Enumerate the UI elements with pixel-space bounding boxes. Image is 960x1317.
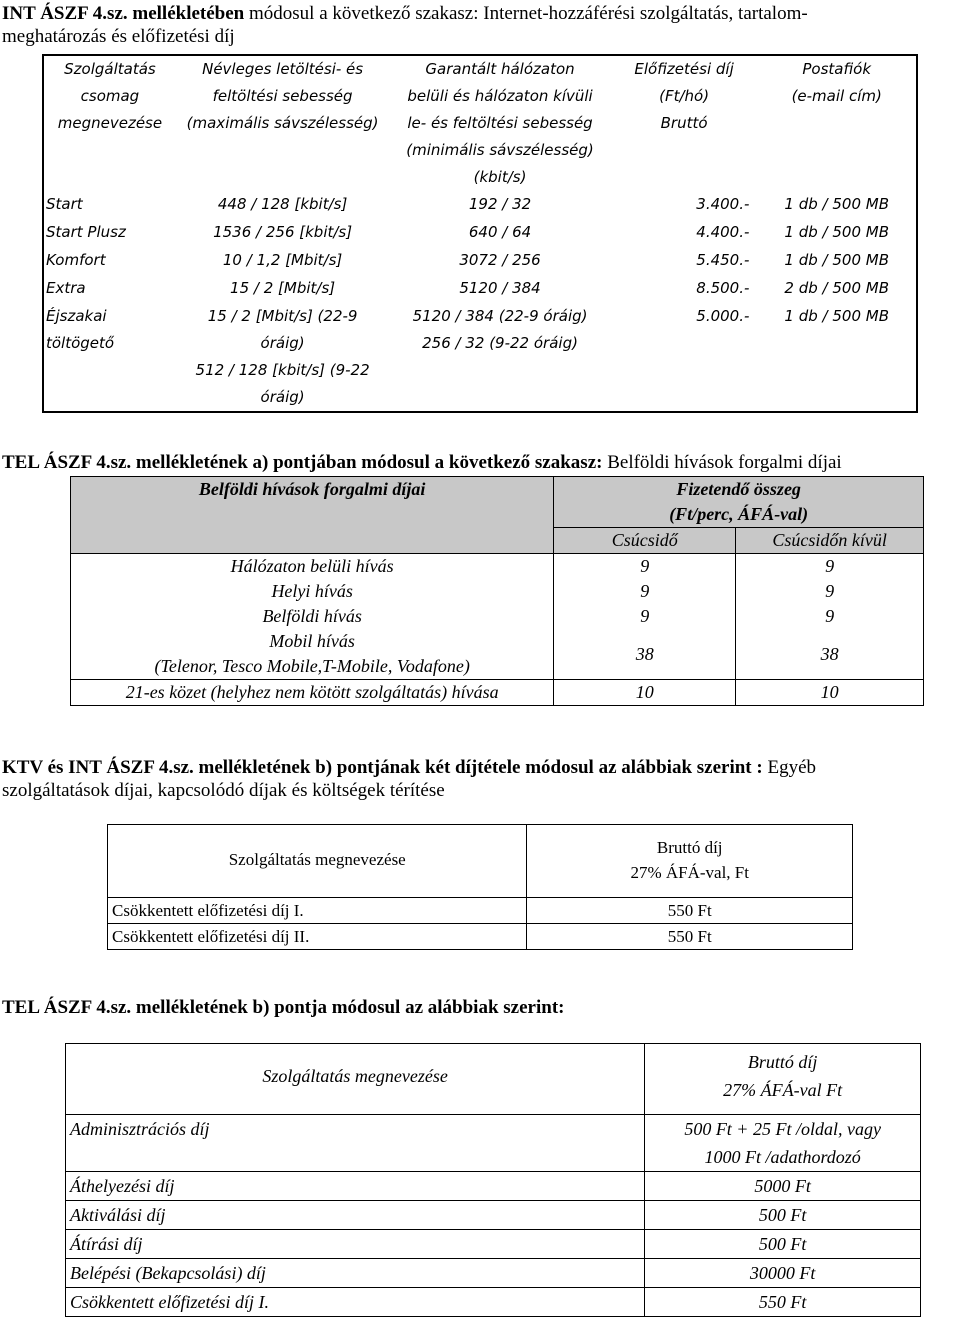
table-row: Átírási díj 500 Ft (66, 1230, 921, 1259)
header-peak: Csúcsidő (554, 528, 736, 554)
section3-heading-rest: Egyéb (762, 757, 817, 778)
internet-table-header (43, 55, 917, 191)
table-row: Aktiválási díj 500 Ft (66, 1201, 921, 1230)
header-guaranteed-speed: Garantált hálózaton belüli és hálózaton kívüli le- és feltöltési sebesség (minimális sávszélesség) (kbit/s) (406, 60, 594, 186)
table-row: Áthelyezési díj 5000 Ft (66, 1172, 921, 1201)
table-row: Csökkentett előfizetési díj I. 550 Ft (108, 898, 853, 924)
section1-heading (0, 2, 960, 48)
section2-heading-bold: TEL ÁSZF 4.sz. mellékletének a) pontjában módosul a következő szakasz: (2, 452, 603, 473)
section2-heading (0, 451, 960, 474)
section1-heading-line2: meghatározás és előfizetési díj (2, 26, 235, 47)
header-gross-fee: Bruttó díj 27% ÁFÁ-val, Ft (527, 825, 853, 898)
table-row: Csökkentett előfizetési díj II. 550 Ft (108, 924, 853, 950)
section3-heading (0, 756, 960, 802)
table-row: 21-es közet (helyhez nem kötött szolgáltatás) hívása 10 10 (71, 680, 924, 706)
table-row: Belépési (Bekapcsolási) díj 30000 Ft (66, 1259, 921, 1288)
header-package-name: Szolgáltatás csomag megnevezése (57, 60, 163, 132)
table-row: Mobil hívás (Telenor, Tesco Mobile,T-Mobile, Vodafone) 38 38 (71, 629, 924, 680)
section3-heading-bold: KTV és INT ÁSZF 4.sz. mellékletének b) pontjának két díjtétele módosul az alábbiak szerint : (2, 757, 763, 778)
header-nominal-speed: Névleges letöltési- és feltöltési sebesség (maximális sávszélesség) (186, 60, 379, 132)
header-gross-fee: Bruttó díj 27% ÁFÁ-val Ft (645, 1044, 921, 1115)
header-domestic-calls: Belföldi hívások forgalmi díjai (71, 477, 554, 554)
table-row-night: Éjszakai töltögető 15 / 2 [Mbit/s] (22-9 óráig) 512 / 128 [kbit/s] (9-22 óráig) 5120 / 384 (22-9 óráig) 256 / 32 (9-22 óráig) 5.000.- 1 db / 500 MB (46, 307, 889, 406)
tel-fees-header (66, 1044, 921, 1115)
header-mailbox: Postafiók (e-mail cím) (791, 60, 882, 105)
section1-heading-rest: módosul a következő szakasz: Internet-hozzáférési szolgáltatás, tartalom- (244, 3, 808, 24)
section2-heading-rest: Belföldi hívások forgalmi díjai (602, 452, 842, 473)
table-row: Komfort 10 / 1,2 [Mbit/s] 3072 / 256 5.450.- 1 db / 500 MB (46, 251, 889, 269)
header-amount: Fizetendő összeg (Ft/perc, ÁFÁ-val) (554, 477, 924, 528)
other-fees-header (108, 825, 853, 898)
tel-fees-table (65, 1043, 921, 1317)
section4-heading-bold: TEL ÁSZF 4.sz. mellékletének b) pontja módosul az alábbiak szerint: (2, 997, 565, 1018)
header-offpeak: Csúcsidőn kívül (736, 528, 924, 554)
other-fees-table (107, 824, 853, 950)
section4-heading (0, 996, 960, 1019)
internet-packages-table (42, 54, 918, 413)
header-fee: Előfizetési díj (Ft/hó) Bruttó (634, 60, 734, 132)
table-row: Start 448 / 128 [kbit/s] 192 / 32 3.400.- 1 db / 500 MB (46, 195, 889, 213)
table-row: Helyi hívás 9 9 (71, 579, 924, 604)
table-row: Hálózaton belüli hívás 9 9 (71, 554, 924, 580)
section3-heading-line2: szolgáltatások díjai, kapcsolódó díjak és költségek térítése (2, 780, 445, 801)
header-service-name: Szolgáltatás megnevezése (108, 825, 527, 898)
header-service-name: Szolgáltatás megnevezése (66, 1044, 645, 1115)
domestic-calls-table (70, 476, 924, 706)
table-row: Extra 15 / 2 [Mbit/s] 5120 / 384 8.500.- 2 db / 500 MB (46, 279, 889, 297)
table-row: Belföldi hívás 9 9 (71, 604, 924, 629)
table-row: Start Plusz 1536 / 256 [kbit/s] 640 / 64 4.400.- 1 db / 500 MB (46, 223, 889, 241)
table-row: Csökkentett előfizetési díj I. 550 Ft (66, 1288, 921, 1317)
table-row: Adminisztrációs díj 500 Ft + 25 Ft /oldal, vagy 1000 Ft /adathordozó (66, 1115, 921, 1172)
section1-heading-bold: INT ÁSZF 4.sz. mellékletében (2, 3, 245, 24)
